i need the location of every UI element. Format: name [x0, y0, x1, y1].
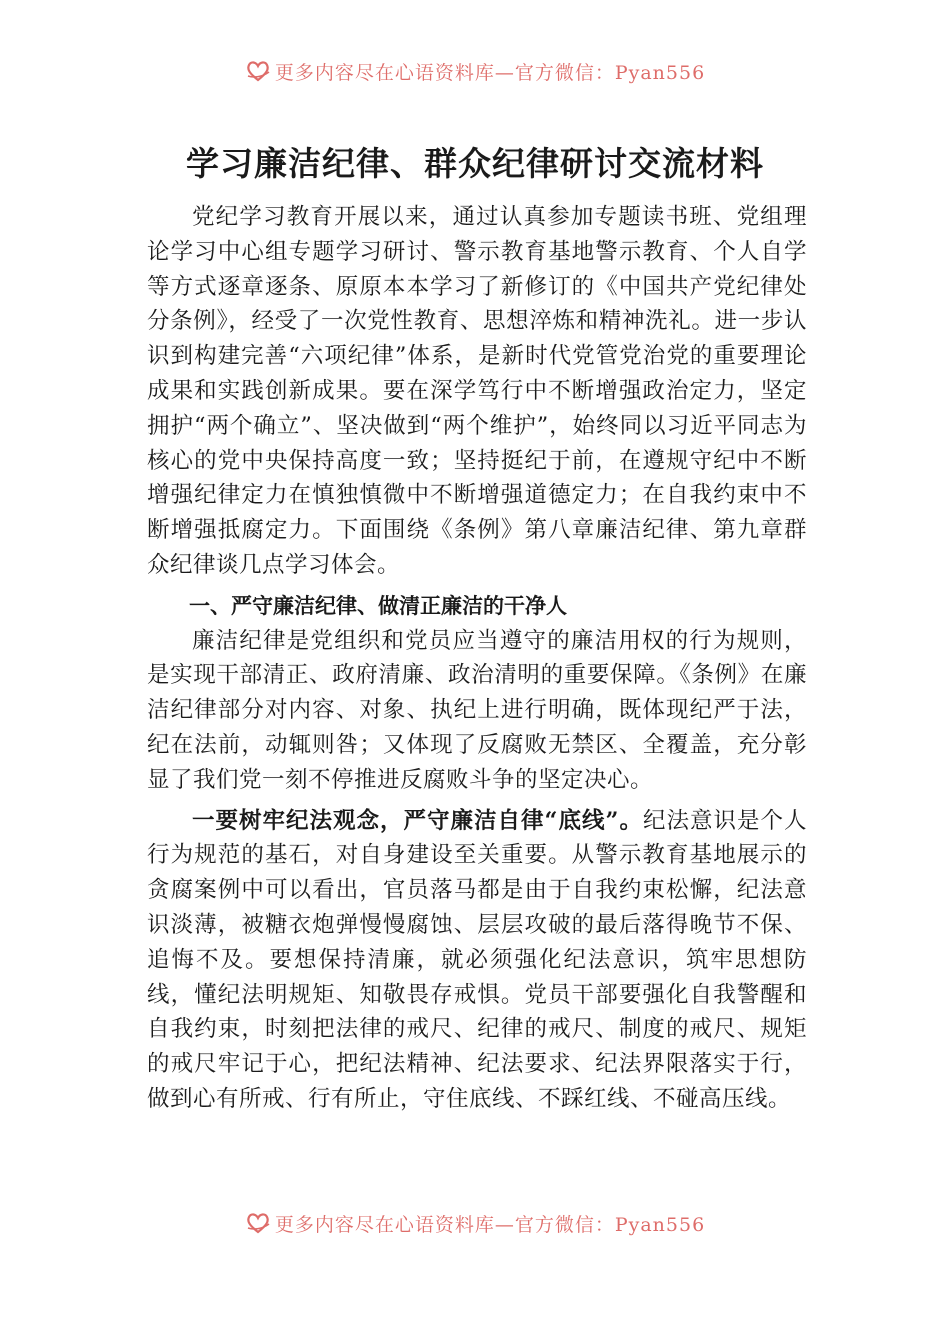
document-body — [147, 200, 807, 1117]
heart-logo-icon — [245, 60, 271, 82]
intro-paragraph: 党纪学习教育开展以来，通过认真参加专题读书班、党组理论学习中心组专题学习研讨、警示教育基地警示教育、个人自学等方式逐章逐条、原原本本学习了新修订的《中国共产党纪律处分条例》，经受了一次党性教育、思想淬炼和精神洗礼。进一步认识到构建完善“六项纪律”体系，是新时代党管党治党的重要理论成果和实践创新成果。要在深学笃行中不断增强政治定力，坚定拥护“两个确立”、坚决做到“两个维护”，始终同以习近平同志为核心的党中央保持高度一致；坚持挺纪于前，在遵规守纪中不断增强纪律定力在慎独慎微中不断增强道德定力；在自我约束中不断增强抵腐定力。下面围绕《条例》第八章廉洁纪律、第九章群众纪律谈几点学习体会。 — [147, 204, 807, 578]
watermark-top — [0, 54, 950, 88]
watermark-text: 更多内容尽在心语资料库—官方微信：Pyan556 — [274, 1213, 706, 1236]
watermark-bottom — [0, 1206, 950, 1240]
point-lead: 一要树牢纪法观念，严守廉洁自律“底线”。 — [192, 807, 643, 834]
point-paragraph — [147, 804, 807, 1117]
watermark-text: 更多内容尽在心语资料库—官方微信：Pyan556 — [274, 61, 706, 84]
heart-logo-icon — [245, 1212, 271, 1234]
point-body: 纪法意识是个人行为规范的基石，对自身建设至关重要。从警示教育基地展示的贪腐案例中可以看出，官员落马都是由于自我约束松懈，纪法意识淡薄，被糖衣炮弹慢慢腐蚀、层层攻破的最后落得晚节不保、追悔不及。要想保持清廉，就必须强化纪法意识，筑牢思想防线，懂纪法明规矩、知敬畏存戒惧。党员干部要强化自我警醒和自我约束，时刻把法律的戒尺、纪律的戒尺、制度的戒尺、规矩的戒尺牢记于心，把纪法精神、纪法要求、纪法界限落实于行，做到心有所戒、行有所止，守住底线、不踩红线、不碰高压线。 — [147, 807, 807, 1112]
section-heading: 一、严守廉洁纪律、做清正廉洁的干净人 — [189, 593, 567, 618]
document-title: 学习廉洁纪律、群众纪律研讨交流材料 — [186, 144, 764, 183]
section-paragraph: 廉洁纪律是党组织和党员应当遵守的廉洁用权的行为规则，是实现干部清正、政府清廉、政治清明的重要保障。《条例》在廉洁纪律部分对内容、对象、执纪上进行明确，既体现纪严于法，纪在法前，动辄则咎；又体现了反腐败无禁区、全覆盖，充分彰显了我们党一刻不停推进反腐败斗争的坚定决心。 — [147, 627, 807, 793]
